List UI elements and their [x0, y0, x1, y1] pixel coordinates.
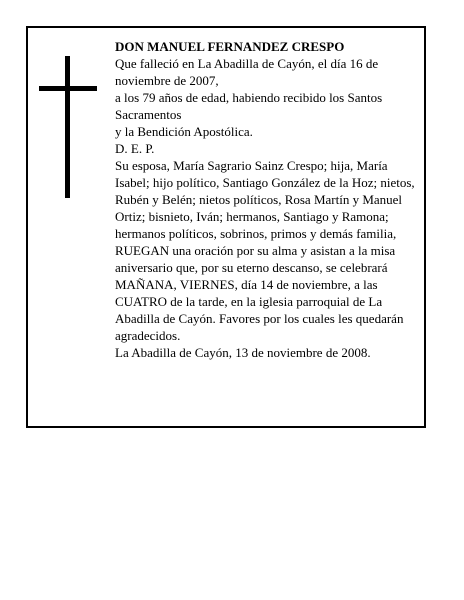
age-line: a los 79 años de edad, habiendo recibido los Santos Sacramentos — [115, 90, 383, 122]
rip-line: D. E. P. — [115, 141, 155, 156]
blessing-line: y la Bendición Apostólica. — [115, 124, 253, 139]
family-list: Su esposa, María Sagrario Sainz Crespo; hija, María Isabel; hijo político, Santiago González de la Hoz; nietos, Rubén y Belén; nietos políticos, Rosa Martín y Manuel Ortiz; bisnieto, Iván; hermanos, Santiago y Ramona; hermanos políticos, sobrinos, primos y demás familia, — [115, 158, 415, 241]
deceased-name: DON MANUEL FERNANDEZ CRESPO — [115, 39, 345, 54]
cross-horizontal-bar — [39, 86, 97, 91]
obituary-notice — [26, 26, 426, 428]
cross-icon — [39, 56, 97, 198]
request-paragraph: RUEGAN una oración por su alma y asistan a la misa aniversario que, por su eterno descanso, se celebrará MAÑANA, VIERNES, día 14 de noviembre, a las CUATRO de la tarde, en la iglesia parroquial de La Abadilla de Cayón. Favores por los cuales les quedarán agradecidos. — [115, 243, 404, 343]
place-date: La Abadilla de Cayón, 13 de noviembre de 2008. — [115, 345, 371, 360]
notice-text — [115, 38, 423, 361]
death-line: Que falleció en La Abadilla de Cayón, el día 16 de noviembre de 2007, — [115, 56, 379, 88]
cross-vertical-bar — [65, 56, 70, 198]
